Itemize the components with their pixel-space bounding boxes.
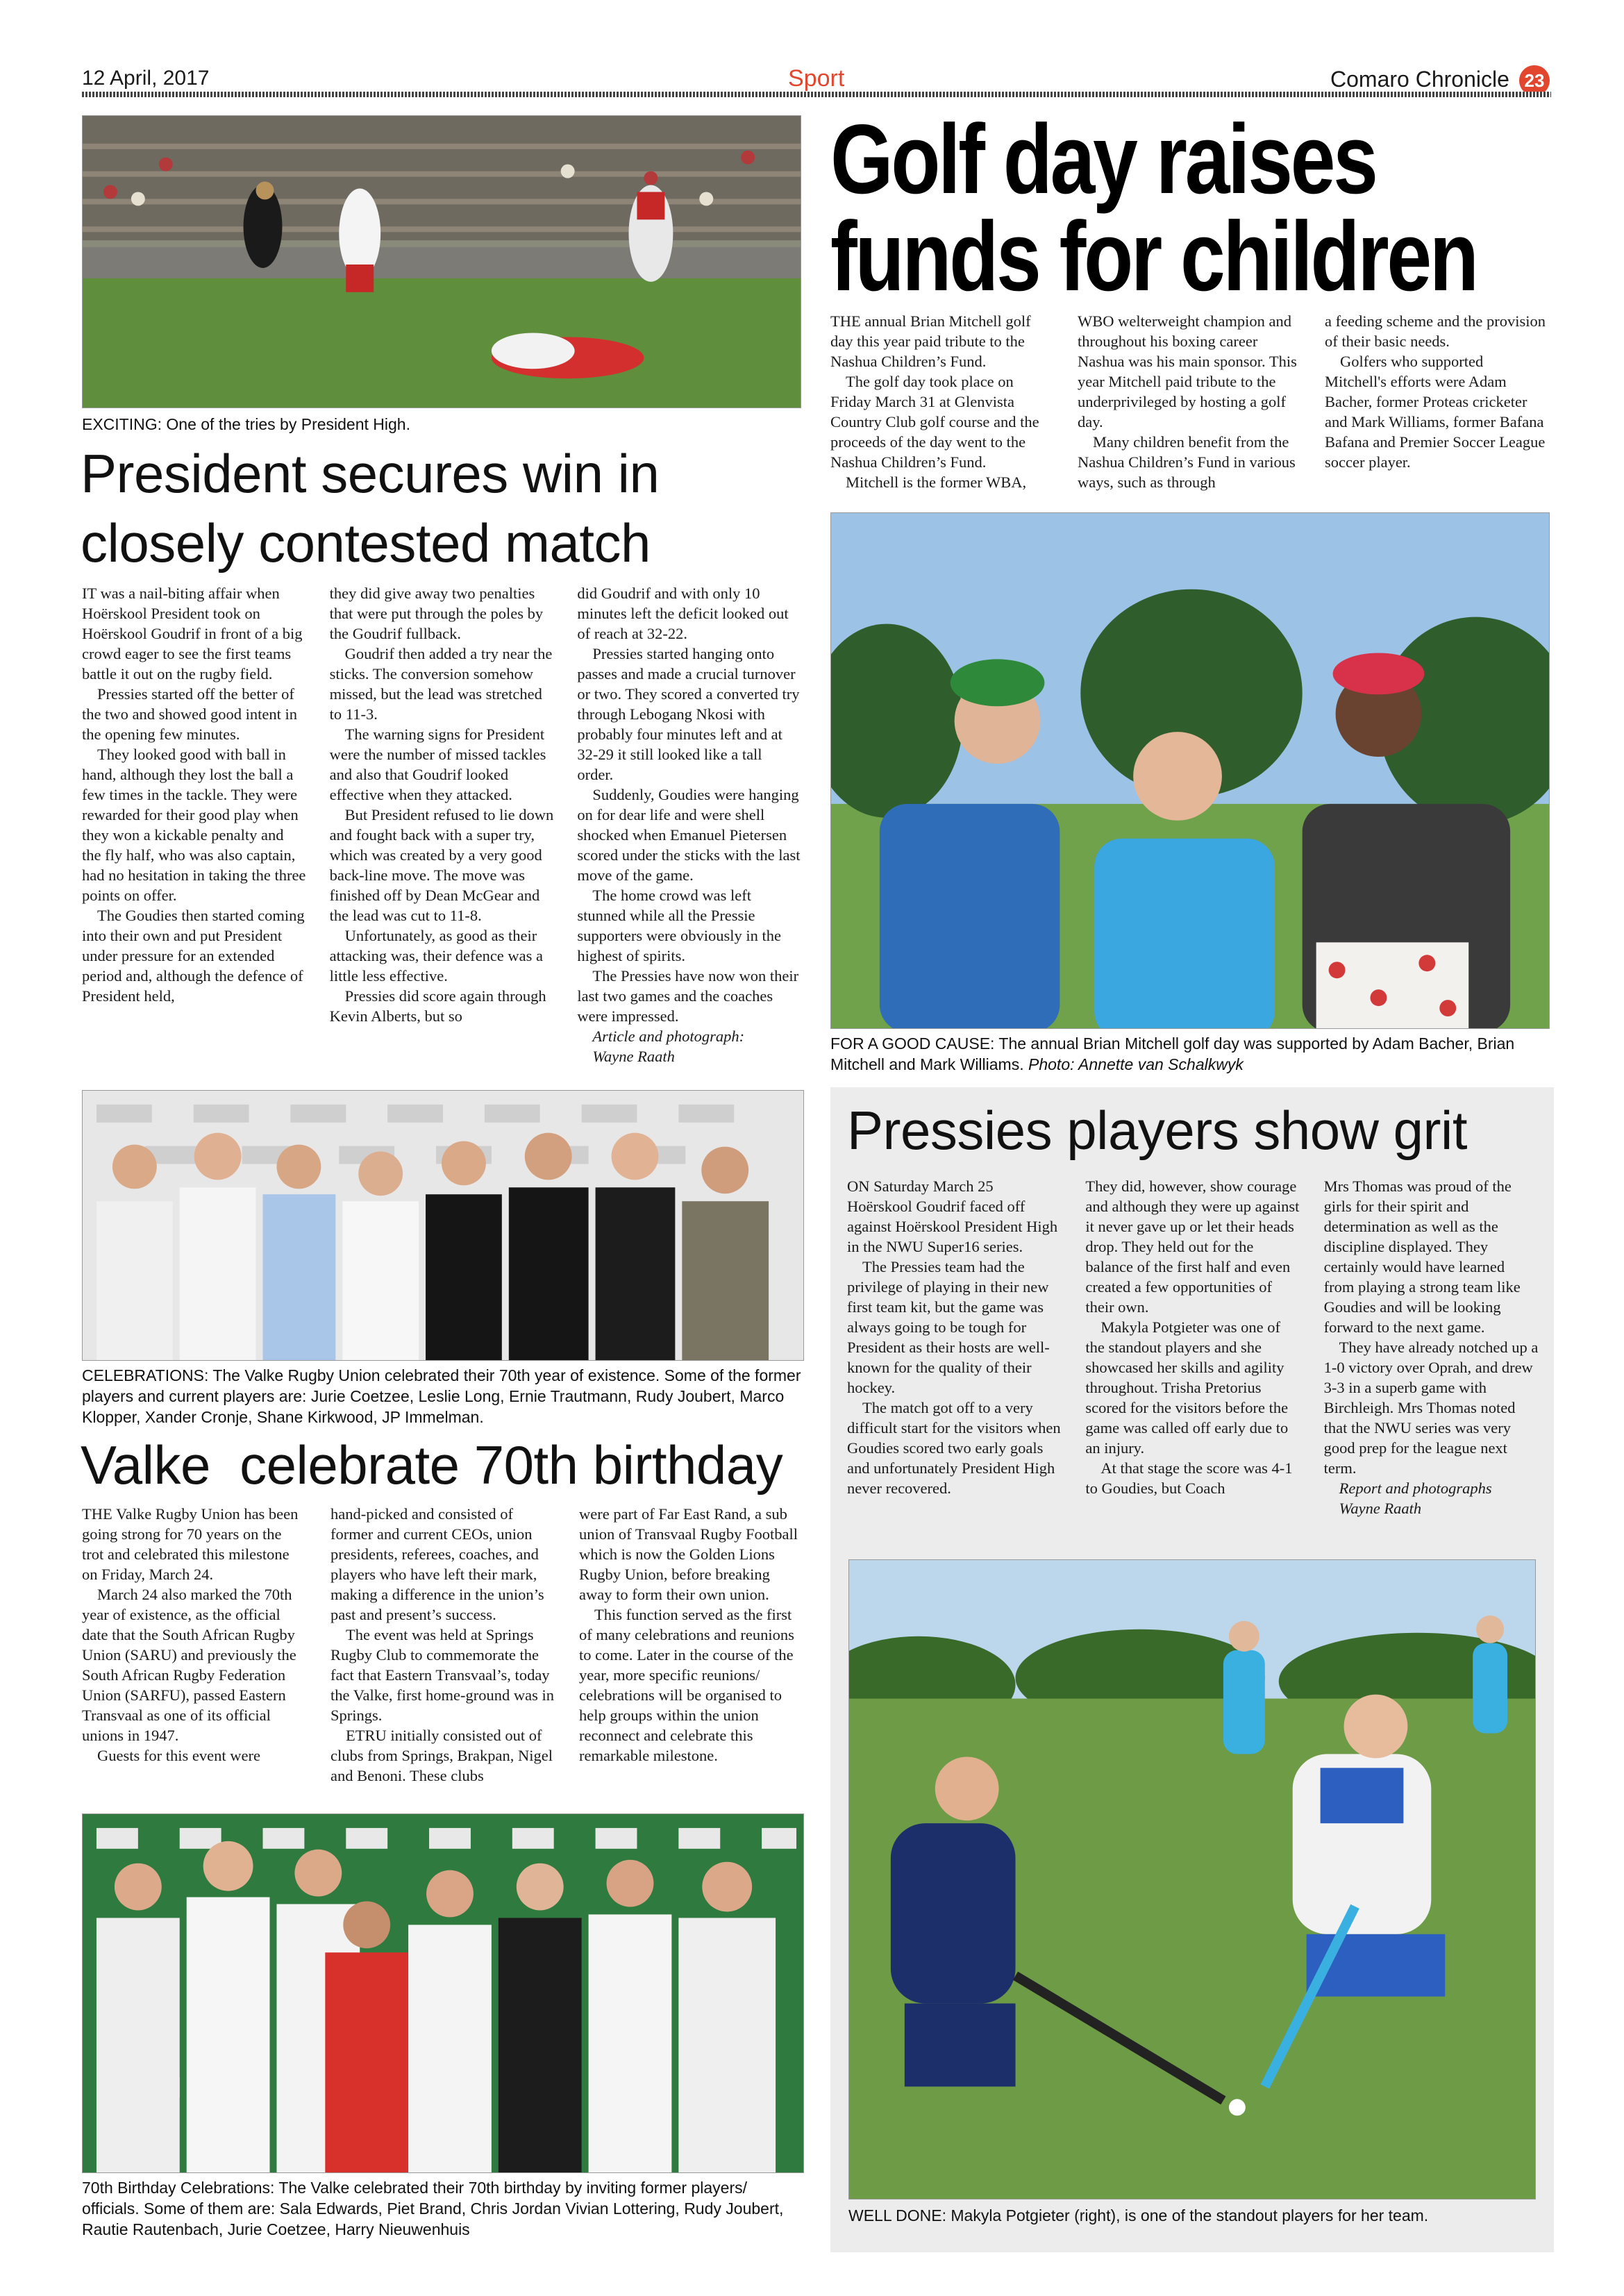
golf-article-col2	[1078, 311, 1301, 492]
valke-article-col3	[579, 1504, 804, 1786]
valke-celebration-photo	[82, 1090, 804, 1361]
hockey-paragraph: The match got off to a very difficult start for the visitors when Goudies scored two early goals and unfortunately President High never recovered.	[847, 1399, 1061, 1497]
golf-paragraph: a feeding scheme and the provision of their basic needs.	[1325, 312, 1546, 350]
rugby-paragraph: Pressies started hanging onto passes and made a crucial turnover or two. They scored a converted try through Lebogang Nkosi with probably four minutes left and at 32-29 it still looked like a tall order.	[577, 645, 800, 783]
rugby-headline-line2: closely contested match	[81, 512, 651, 573]
golf-article-col3	[1325, 311, 1548, 492]
rugby-article-col2	[330, 583, 554, 1066]
golf-headline-line1: Golf day raises	[830, 104, 1376, 215]
rugby-article-body	[82, 583, 801, 1066]
valke-paragraph: Guests for this event were	[97, 1747, 260, 1764]
hockey-article-col1	[847, 1176, 1062, 1518]
golf-paragraph: Golfers who supported Mitchell's efforts were Adam Bacher, former Proteas cricketer and Mark Williams, former Bafana Bafana and Premier Soccer League soccer player.	[1325, 353, 1546, 471]
rugby-byline-author: Wayne Raath	[592, 1048, 675, 1065]
hockey-paragraph: The Pressies team had the privilege of playing in their new first team kit, but the game was always going to be tough for President as their hosts are well-known for the quality of their hockey.	[847, 1258, 1050, 1396]
rugby-paragraph: Unfortunately, as good as their attacking was, their defence was a little less effective.	[329, 927, 544, 984]
golf-article-body	[830, 311, 1548, 492]
valke-article-col2	[330, 1504, 555, 1786]
hockey-byline-author: Wayne Raath	[1339, 1500, 1422, 1517]
hockey-match-photo	[848, 1559, 1536, 2199]
hockey-headline: Pressies players show grit	[847, 1100, 1467, 1161]
golf-paragraph: Many children benefit from the Nashua Children’s Fund in various ways, such as through	[1078, 433, 1296, 491]
golf-caption-text: FOR A GOOD CAUSE: The annual Brian Mitchell golf day was supported by Adam Bacher, Brian Mitchell and Mark Williams.	[830, 1034, 1515, 1073]
valke-paragraph: hand-picked and consisted of former and current CEOs, union presidents, referees, coaches, and players who have left their mark, making a difference in the union’s past and present’s success.	[330, 1505, 544, 1623]
golf-paragraph: THE annual Brian Mitchell golf day this year paid tribute to the Nashua Children’s Fund.	[830, 312, 1031, 370]
rugby-headline-line1: President secures win in	[81, 443, 660, 504]
rugby-paragraph: But President refused to lie down and fought back with a super try, which was created by a very good back-line move. The move was finished off by Dean McGear and the lead was cut to 11-8.	[329, 806, 554, 924]
rugby-paragraph: The home crowd was left stunned while all the Pressie supporters were obviously in the highest of spirits.	[577, 887, 782, 964]
rugby-photo-caption: EXCITING: One of the tries by President High.	[82, 415, 410, 433]
rugby-paragraph: The Pressies have now won their last two games and the coaches were impressed.	[577, 967, 799, 1025]
rugby-article-col3	[577, 583, 801, 1066]
hockey-paragraph: Makyla Potgieter was one of the standout players and she showcased her skills and agility throughout. Trisha Pretorius scored for the visitors before the game was called off early due to an injury.	[1085, 1318, 1289, 1457]
rugby-paragraph: Goudrif then added a try near the sticks. The conversion somehow missed, but the lead was stretched to 11-3.	[329, 645, 553, 723]
valke-paragraph: This function served as the first of many celebrations and reunions to come. Later in the course of the year, more specific reunions/ celebrations will be organised to help groups within the union reconnect and celebrate this remarkable milestone.	[579, 1606, 794, 1764]
rugby-article-col1	[82, 583, 306, 1066]
valke-paragraph: were part of Far East Rand, a sub union of Transvaal Rugby Football which is now the Golden Lions Rugby Union, before breaking away to form their own union.	[579, 1505, 798, 1603]
rugby-paragraph: They looked good with ball in hand, although they lost the ball a few times in the tackle. They were rewarded for their good play when they won a kickable penalty and the fly half, who was also captain, had no hesitation in taking the three points on offer.	[82, 746, 306, 904]
valke-article-col1	[82, 1504, 307, 1786]
valke-photo-caption: CELEBRATIONS: The Valke Rugby Union celebrated their 70th year of existence. Some of the former players and current players are: Jurie Coetzee, Leslie Long, Ernie Trautmann, Rudy Joubert, Marco Klopper, Xander Cronje, Shane Kirkwood, JP Immelman.	[82, 1366, 801, 1426]
rugby-paragraph: Suddenly, Goudies were hanging on for dear life and were shell shocked when Emanuel Pietersen scored under the sticks with the last move of the game.	[577, 786, 801, 884]
rugby-paragraph: they did give away two penalties that were put through the poles by the Goudrif fullback.	[329, 585, 544, 642]
hockey-byline-label: Report and photographs	[1339, 1480, 1492, 1497]
golf-paragraph: WBO welterweight champion and throughout his boxing career Nashua was his main sponsor. This year Mitchell paid tribute to the underprivileged by hosting a golf day.	[1078, 312, 1297, 430]
golf-paragraph: Mitchell is the former WBA,	[846, 474, 1027, 491]
hockey-paragraph: They did, however, show courage and although they were up against it never gave up or let their heads drop. They held out for the balance of the first half and even created a few opportunities of their own.	[1085, 1178, 1300, 1316]
valke-paragraph: The event was held at Springs Rugby Club to commemorate the fact that Eastern Transvaal’s, today the Valke, first home-ground was in Springs.	[330, 1626, 555, 1724]
hockey-paragraph: They have already notched up a 1-0 victory over Oprah, and drew 3-3 in a superb game with Birchleigh. Mrs Thomas noted that the NWU series was very good prep for the league next term.	[1323, 1339, 1539, 1477]
hockey-paragraph: At that stage the score was 4-1 to Goudies, but Coach	[1085, 1459, 1293, 1497]
section-name: Sport	[788, 65, 845, 92]
valke-paragraph: ETRU initially consisted out of clubs from Springs, Brakpan, Nigel and Benoni. These clubs	[330, 1727, 553, 1784]
page-number-badge: 23	[1519, 65, 1550, 96]
rugby-paragraph: The Goudies then started coming into their own and put President under pressure for an extended period and, although the defence of President held,	[82, 907, 305, 1005]
hockey-article-col3	[1324, 1176, 1539, 1518]
newspaper-name: Comaro Chronicle	[1330, 67, 1509, 92]
valke-paragraph: THE Valke Rugby Union has been going strong for 70 years on the trot and celebrated this milestone on Friday, March 24.	[82, 1505, 299, 1583]
issue-date: 12 April, 2017	[82, 67, 210, 90]
golf-headline-line2: funds for children	[830, 201, 1477, 312]
valke-headline: Valke celebrate 70th birthday	[81, 1434, 783, 1495]
rugby-paragraph: Pressies did score again through Kevin Alberts, but so	[329, 987, 546, 1025]
rugby-byline-label: Article and photograph:	[592, 1028, 745, 1045]
golf-photo-caption	[830, 1033, 1552, 1075]
rugby-paragraph: IT was a nail-biting affair when Hoërskool President took on Hoërskool Goudrif in front of a big crowd eager to see the first teams battle it out on the rugby field.	[82, 585, 303, 682]
hockey-paragraph: ON Saturday March 25 Hoërskool Goudrif faced off against Hoërskool President High in the NWU Super16 series.	[847, 1178, 1058, 1255]
hockey-article-body	[847, 1176, 1539, 1518]
valke-birthday-photo	[82, 1813, 804, 2173]
golf-paragraph: The golf day took place on Friday March 31 at Glenvista Country Club golf course and the proceeds of the day went to the Nashua Children’s Fund.	[830, 373, 1039, 471]
valke-paragraph: March 24 also marked the 70th year of existence, as the official date that the South African Rugby Union (SARU) and previously the South African Rugby Federation Union (SARFU), passed Eastern Transvaal as one of its official unions in 1947.	[82, 1586, 296, 1744]
valke-article-body	[82, 1504, 804, 1786]
rugby-try-photo	[82, 115, 801, 408]
rugby-paragraph: did Goudrif and with only 10 minutes left the deficit looked out of reach at 32-22.	[577, 585, 789, 642]
golf-article-col1	[830, 311, 1054, 492]
hockey-article-col2	[1085, 1176, 1300, 1518]
golf-day-photo	[830, 512, 1550, 1029]
rugby-paragraph: The warning signs for President were the number of missed tackles and also that Goudrif looked effective when they attacked.	[329, 726, 546, 803]
valke-birthday-caption: 70th Birthday Celebrations: The Valke celebrated their 70th birthday by inviting former players/ officials. Some of them are: Sala Edwards, Piet Brand, Chris Jordan Vivian Lottering, Rudy Joubert, Rautie Rautenbach, Jurie Coetzee, Harry Nieuwenhuis	[82, 2179, 784, 2238]
hockey-photo-caption: WELL DONE: Makyla Potgieter (right), is one of the standout players for her team.	[848, 2206, 1429, 2224]
golf-caption-credit: Photo: Annette van Schalkwyk	[1028, 1055, 1244, 1073]
rugby-paragraph: Pressies started off the better of the two and showed good intent in the opening few minutes.	[82, 685, 297, 743]
hockey-paragraph: Mrs Thomas was proud of the girls for their spirit and determination as well as the discipline displayed. They certainly would have learned from playing a strong team like Goudies and will be looking forward to the next game.	[1323, 1178, 1521, 1336]
golf-headline	[830, 104, 1624, 312]
rugby-headline	[81, 439, 803, 578]
header-rule	[82, 92, 1551, 97]
